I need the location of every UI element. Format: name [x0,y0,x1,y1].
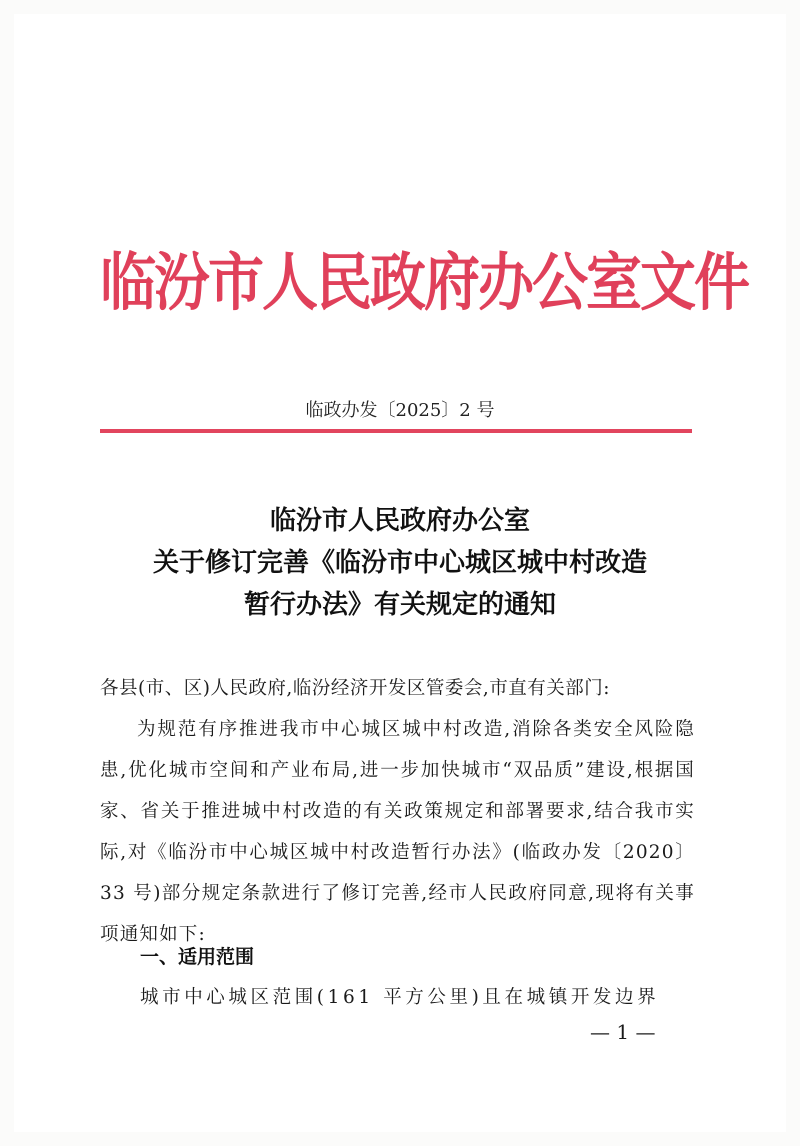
issuer-title: 临汾市人民政府办公室文件 [100,246,748,320]
red-divider-line [100,429,692,433]
section-1-text: 城市中心城区范围(161 平方公里)且在城镇开发边界 [140,987,660,1008]
document-body [100,668,695,955]
addressee-line: 各县(市、区)人民政府,临汾经济开发区管委会,市直有关部门: [100,678,610,699]
section-heading-scope: 一、适用范围 [140,946,255,968]
body-paragraph-1: 为规范有序推进我市中心城区城中村改造,消除各类安全风险隐患,优化城市空间和产业布局,进一步加快城市“双品质”建设,根据国家、省关于推进城中村改造的有关政策规定和部署要求,结合我市实际,对《临汾市中心城区城中村改造暂行办法》(临政办发〔2020〕33 号)部分规定条款进行了修订完善,经市人民政府同意,现将有关事项通知如下: [100,719,695,945]
subject-line-2: 关于修订完善《临汾市中心城区城中村改造 [152,548,647,578]
page-number: — 1 — [590,1020,656,1044]
subject-line-1: 临汾市人民政府办公室 [269,506,530,536]
document-number: 临政办发〔2025〕2 号 [305,400,495,421]
document-subject [80,500,720,626]
subject-line-3: 暂行办法》有关规定的通知 [243,590,556,620]
